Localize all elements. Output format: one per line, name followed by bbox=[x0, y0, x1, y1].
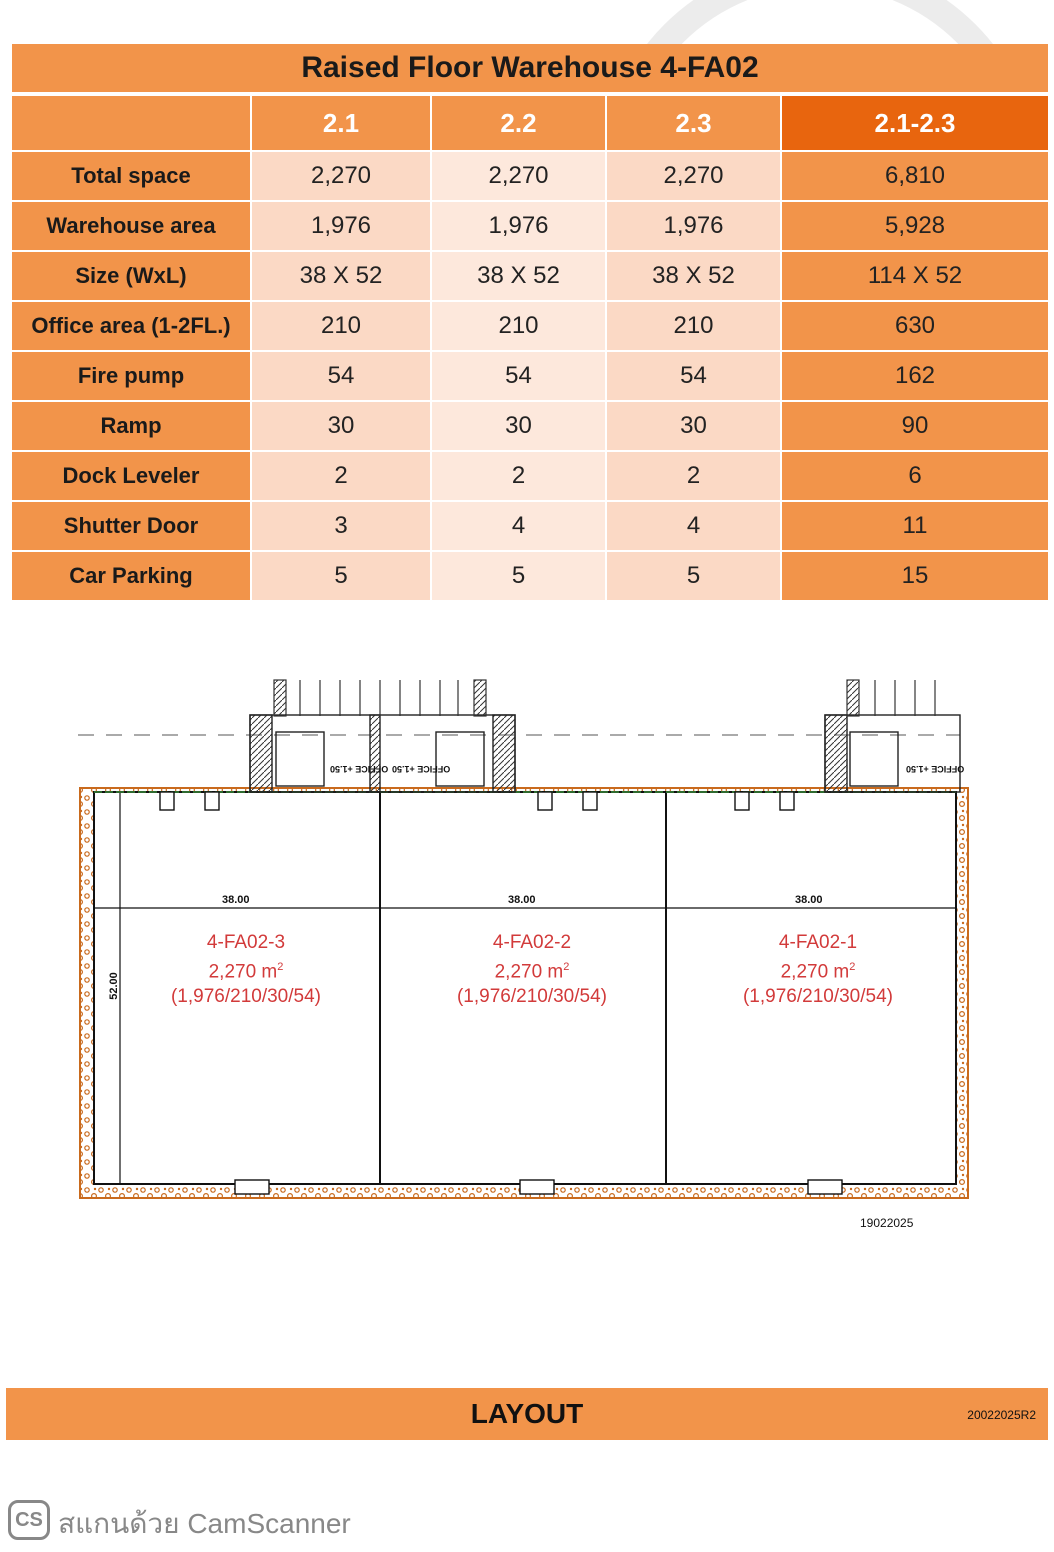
unit-name: 4-FA02-2 bbox=[492, 932, 572, 953]
table-cell: 1,976 bbox=[432, 202, 607, 250]
table-cell-total: 162 bbox=[782, 352, 1048, 400]
width-dimension: 38.00 bbox=[222, 894, 250, 906]
table-cell: 1,976 bbox=[607, 202, 782, 250]
table-cell: 54 bbox=[432, 352, 607, 400]
revision-code: 20022025R2 bbox=[967, 1408, 1036, 1422]
row-label: Fire pump bbox=[12, 352, 252, 400]
table-cell: 2 bbox=[252, 452, 432, 500]
unit-area: 2,270 $m^2$ bbox=[208, 961, 284, 983]
camscanner-watermark-text: สแกนด้วย CamScanner bbox=[58, 1508, 351, 1539]
table-cell: 1,976 bbox=[252, 202, 432, 250]
unit-name: 4-FA02-1 bbox=[778, 932, 858, 953]
header-cell-2-3: 2.3 bbox=[607, 96, 782, 150]
table-cell: 2,270 bbox=[432, 152, 607, 200]
row-label: Car Parking bbox=[12, 552, 252, 600]
width-dimension: 38.00 bbox=[508, 894, 536, 906]
row-label: Total space bbox=[12, 152, 252, 200]
table-cell: 38 X 52 bbox=[432, 252, 607, 300]
table-row-size bbox=[12, 252, 1048, 302]
table-cell-total: 6,810 bbox=[782, 152, 1048, 200]
table-cell: 2 bbox=[432, 452, 607, 500]
table-cell: 4 bbox=[432, 502, 607, 550]
row-label: Dock Leveler bbox=[12, 452, 252, 500]
table-cell: 2,270 bbox=[252, 152, 432, 200]
table-row-dock-leveler bbox=[12, 452, 1048, 502]
office-label: OFFICE +1.50 bbox=[392, 764, 451, 774]
table-cell-total: 6 bbox=[782, 452, 1048, 500]
table-row-total-space bbox=[12, 152, 1048, 202]
table-cell: 210 bbox=[607, 302, 782, 350]
unit-breakdown: (1,976/210/30/54) bbox=[742, 986, 893, 1008]
table-cell: 5 bbox=[607, 552, 782, 600]
table-cell-total: 630 bbox=[782, 302, 1048, 350]
layout-footer-bar bbox=[6, 1388, 1048, 1440]
row-label: Warehouse area bbox=[12, 202, 252, 250]
table-cell-total: 15 bbox=[782, 552, 1048, 600]
header-cell-total: 2.1-2.3 bbox=[782, 96, 1048, 150]
row-label: Ramp bbox=[12, 402, 252, 450]
row-label: Office area (1-2FL.) bbox=[12, 302, 252, 350]
table-row-shutter-door bbox=[12, 502, 1048, 552]
table-cell: 5 bbox=[432, 552, 607, 600]
office-label: OFFICE +1.50 bbox=[330, 764, 389, 774]
table-cell: 38 X 52 bbox=[607, 252, 782, 300]
table-cell: 2 bbox=[607, 452, 782, 500]
table-title: Raised Floor Warehouse 4-FA02 bbox=[12, 44, 1048, 96]
table-cell-total: 114 X 52 bbox=[782, 252, 1048, 300]
table-row-fire-pump bbox=[12, 352, 1048, 402]
header-cell-2-1: 2.1 bbox=[252, 96, 432, 150]
unit-area: 2,270 $m^2$ bbox=[780, 961, 856, 983]
table-cell: 54 bbox=[607, 352, 782, 400]
header-cell-blank bbox=[12, 96, 252, 150]
camscanner-logo-icon: CS bbox=[8, 1500, 50, 1540]
table-cell: 3 bbox=[252, 502, 432, 550]
unit-label-4-FA02-2 bbox=[422, 930, 642, 1009]
table-cell: 4 bbox=[607, 502, 782, 550]
table-cell: 210 bbox=[252, 302, 432, 350]
length-dimension: 52.00 bbox=[107, 972, 120, 1000]
table-row-ramp bbox=[12, 402, 1048, 452]
table-cell: 2,270 bbox=[607, 152, 782, 200]
unit-breakdown: (1,976/210/30/54) bbox=[456, 986, 607, 1008]
row-label: Shutter Door bbox=[12, 502, 252, 550]
width-dimension: 38.00 bbox=[795, 894, 823, 906]
table-header-row bbox=[12, 96, 1048, 152]
table-cell: 54 bbox=[252, 352, 432, 400]
table-cell-total: 5,928 bbox=[782, 202, 1048, 250]
table-cell: 30 bbox=[252, 402, 432, 450]
table-row-office-area bbox=[12, 302, 1048, 352]
table-cell: 210 bbox=[432, 302, 607, 350]
drawing-code: 19022025 bbox=[860, 1216, 914, 1230]
table-row-warehouse-area bbox=[12, 202, 1048, 252]
unit-name: 4-FA02-3 bbox=[206, 932, 286, 953]
row-label: Size (WxL) bbox=[12, 252, 252, 300]
office-label: OFFICE +1.50 bbox=[906, 764, 965, 774]
table-cell-total: 90 bbox=[782, 402, 1048, 450]
table-cell: 38 X 52 bbox=[252, 252, 432, 300]
table-cell: 30 bbox=[607, 402, 782, 450]
unit-breakdown: (1,976/210/30/54) bbox=[170, 986, 321, 1008]
header-cell-2-2: 2.2 bbox=[432, 96, 607, 150]
table-cell-total: 11 bbox=[782, 502, 1048, 550]
layout-title: LAYOUT bbox=[470, 1398, 584, 1429]
spec-table bbox=[12, 44, 1048, 602]
table-cell: 5 bbox=[252, 552, 432, 600]
table-cell: 30 bbox=[432, 402, 607, 450]
table-row-car-parking bbox=[12, 552, 1048, 602]
unit-area: 2,270 $m^2$ bbox=[494, 961, 570, 983]
unit-label-4-FA02-1 bbox=[708, 930, 928, 1009]
unit-label-4-FA02-3 bbox=[136, 930, 356, 1009]
